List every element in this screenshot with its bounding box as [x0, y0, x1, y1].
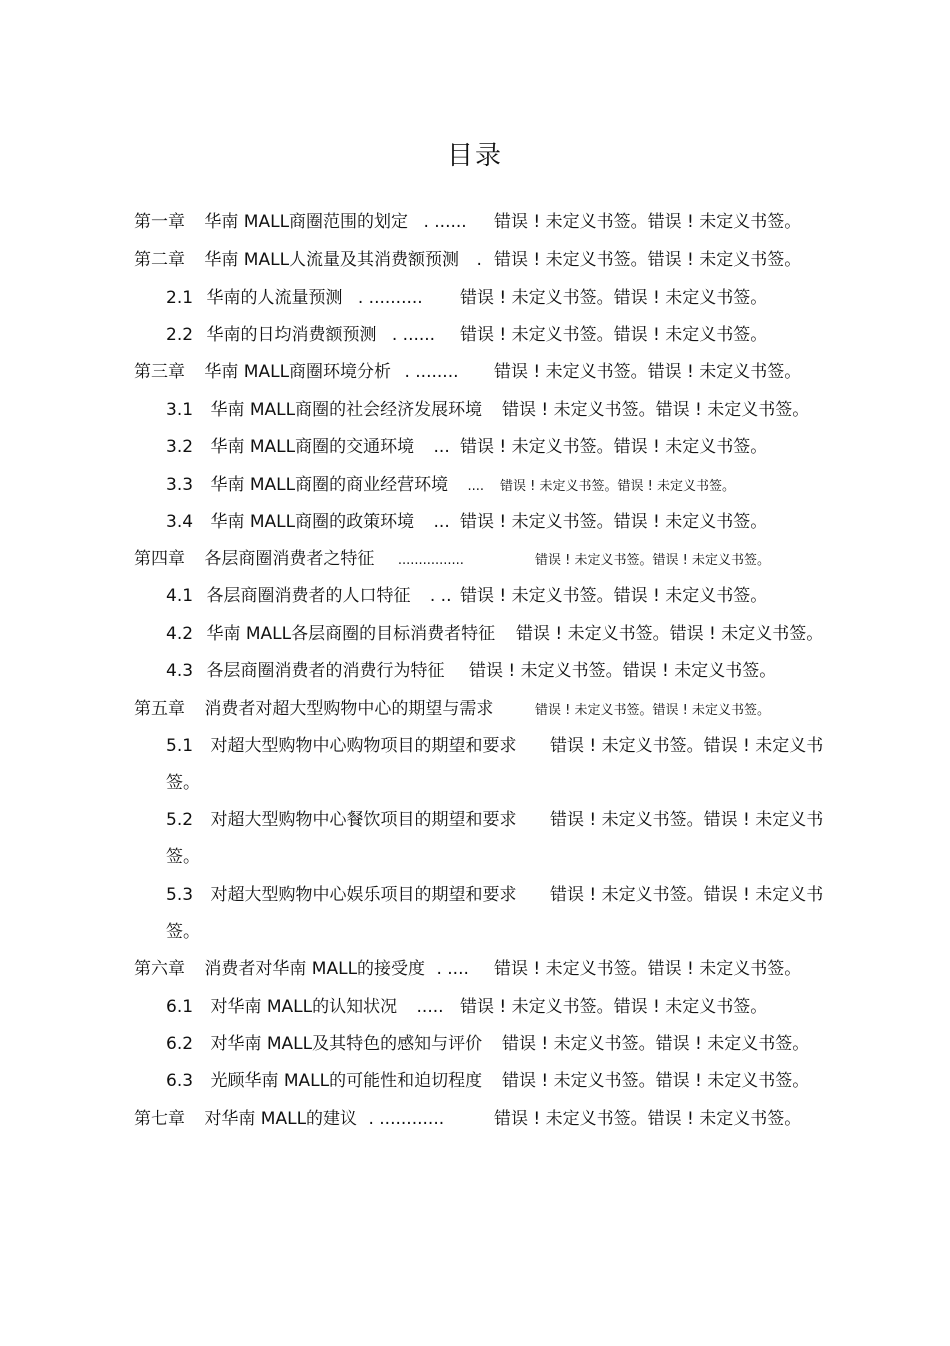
toc-number: 6.1 [166, 997, 194, 1017]
toc-entry-5-3[interactable] [166, 885, 824, 905]
toc-title: 华南 MALL商圈的商业经营环境 [210, 475, 449, 495]
toc-entry-6-1[interactable] [166, 997, 768, 1017]
toc-entry-2-2[interactable] [166, 325, 768, 345]
toc-number: 3.2 [166, 437, 194, 457]
toc-leader: . .. [429, 586, 452, 606]
toc-leader: . ........ [404, 362, 459, 382]
toc-ref: 错误 ! 未定义书签。错误 ! 未定义书签。 [460, 437, 768, 457]
toc-entry-5-3-wrap: 签。 [166, 922, 200, 942]
toc-ref: 错误 ! 未定义书签。错误 ! 未定义书签。 [502, 1071, 810, 1091]
toc-entry-5-2-wrap: 签。 [166, 847, 200, 867]
toc-leader: . ...... [391, 325, 436, 345]
toc-leader: . [476, 250, 482, 270]
toc-title: 消费者对超大型购物中心的期望与需求 [204, 699, 494, 719]
toc-leader: . ...... [423, 212, 467, 232]
page-title: 目录 [446, 141, 503, 171]
toc-number: 第五章 [134, 699, 185, 719]
toc-number: 4.3 [166, 661, 194, 681]
toc-ref: 错误 ! 未定义书签。错误 ! 未定义书签。 [494, 362, 802, 382]
toc-ref: 错误 ! 未定义书签。错误 ! 未定义书 [550, 810, 824, 830]
toc-ref: 错误 ! 未定义书签。错误 ! 未定义书签。 [502, 400, 810, 420]
toc-entry-chapter-2[interactable] [134, 250, 802, 270]
toc-number: 6.2 [166, 1034, 194, 1054]
toc-entry-3-3[interactable] [166, 475, 735, 497]
toc-title: 华南 MALL商圈的政策环境 [210, 512, 415, 532]
toc-entry-3-1[interactable] [166, 400, 810, 420]
toc-number: 第三章 [134, 362, 185, 382]
toc-title: 各层商圈消费者之特征 [204, 549, 375, 569]
toc-ref: 错误 ! 未定义书签。错误 ! 未定义书 [550, 885, 824, 905]
toc-entry-5-2[interactable] [166, 810, 824, 830]
toc-title: 华南 MALL商圈范围的划定 [204, 212, 409, 232]
toc-title: 华南 MALL商圈环境分析 [204, 362, 392, 382]
toc-title: 对华南 MALL的认知状况 [210, 997, 398, 1017]
toc-entry-5-1-wrap: 签。 [166, 773, 200, 793]
toc-number: 3.4 [166, 512, 194, 532]
toc-number: 第四章 [134, 549, 185, 569]
toc-ref: 错误 ! 未定义书签。错误 ! 未定义书签。 [500, 479, 735, 494]
toc-number: 第七章 [134, 1109, 185, 1129]
toc-number: 2.2 [166, 325, 194, 345]
toc-leader: ... [433, 437, 450, 457]
toc-title: 光顾华南 MALL的可能性和迫切程度 [210, 1071, 483, 1091]
toc-ref: 错误 ! 未定义书签。错误 ! 未定义书签。 [502, 1034, 810, 1054]
toc-title: 华南的人流量预测 [206, 288, 343, 308]
toc-number: 3.1 [166, 400, 194, 420]
toc-title: 对超大型购物中心娱乐项目的期望和要求 [210, 885, 517, 905]
toc-entry-chapter-5[interactable] [134, 699, 770, 719]
toc-entry-4-2[interactable] [166, 624, 824, 644]
toc-number: 第二章 [134, 250, 185, 270]
toc-leader: . .... [436, 959, 469, 979]
toc-ref: 错误 ! 未定义书签。错误 ! 未定义书签。 [535, 703, 770, 718]
toc-entry-3-2[interactable] [166, 437, 768, 457]
toc-entry-4-3[interactable] [166, 661, 777, 681]
toc-entry-3-4[interactable] [166, 512, 768, 532]
toc-title: 华南 MALL人流量及其消费额预测 [204, 250, 460, 270]
toc-leader: ..... [416, 997, 444, 1017]
toc-entry-6-2[interactable] [166, 1034, 810, 1054]
toc-ref: 错误 ! 未定义书签。错误 ! 未定义书签。 [469, 661, 777, 681]
toc-entry-chapter-4[interactable] [134, 549, 770, 571]
toc-title: 华南的日均消费额预测 [206, 325, 377, 345]
toc-number: 3.3 [166, 475, 194, 495]
toc-ref: 错误 ! 未定义书签。错误 ! 未定义书签。 [460, 512, 768, 532]
toc-entry-2-1[interactable] [166, 288, 768, 308]
toc-entry-5-1[interactable] [166, 736, 824, 756]
toc-ref: 错误 ! 未定义书签。错误 ! 未定义书签。 [494, 250, 802, 270]
toc-ref: 错误 ! 未定义书签。错误 ! 未定义书签。 [516, 624, 824, 644]
toc-number: 5.3 [166, 885, 194, 905]
toc-title: 对华南 MALL及其特色的感知与评价 [210, 1034, 483, 1054]
toc-entry-chapter-3[interactable] [134, 362, 802, 382]
toc-title: 对华南 MALL的建议 [204, 1109, 358, 1129]
toc-number: 4.2 [166, 624, 194, 644]
toc-number: 4.1 [166, 586, 194, 606]
toc-entry-chapter-1[interactable] [134, 212, 802, 232]
toc-ref: 错误 ! 未定义书签。错误 ! 未定义书签。 [460, 997, 768, 1017]
toc-leader: .... [467, 479, 485, 494]
toc-leader: . ............ [368, 1109, 445, 1129]
toc-number: 5.2 [166, 810, 194, 830]
toc-leader: ... [433, 512, 450, 532]
toc-ref: 错误 ! 未定义书签。错误 ! 未定义书签。 [494, 1109, 802, 1129]
toc-ref: 错误 ! 未定义书签。错误 ! 未定义书签。 [460, 586, 768, 606]
toc-ref: 错误 ! 未定义书签。错误 ! 未定义书签。 [494, 212, 802, 232]
toc-title: 对超大型购物中心餐饮项目的期望和要求 [210, 810, 517, 830]
toc-ref: 错误 ! 未定义书签。错误 ! 未定义书签。 [535, 553, 770, 568]
toc-number: 第一章 [134, 212, 185, 232]
toc-ref: 错误 ! 未定义书签。错误 ! 未定义书签。 [460, 325, 768, 345]
toc-leader: ................ [397, 553, 464, 568]
toc-entry-6-3[interactable] [166, 1071, 810, 1091]
toc-number: 6.3 [166, 1071, 194, 1091]
toc-number: 第六章 [134, 959, 185, 979]
toc-entry-4-1[interactable] [166, 586, 768, 606]
toc-entry-chapter-7[interactable] [134, 1109, 802, 1129]
toc-leader: . .......... [357, 288, 423, 308]
toc-ref: 错误 ! 未定义书签。错误 ! 未定义书 [550, 736, 824, 756]
toc-entry-chapter-6[interactable] [134, 959, 802, 979]
toc-title: 华南 MALL各层商圈的目标消费者特征 [206, 624, 496, 644]
toc-number: 2.1 [166, 288, 194, 308]
toc-title: 华南 MALL商圈的社会经济发展环境 [210, 400, 483, 420]
toc-title: 华南 MALL商圈的交通环境 [210, 437, 415, 457]
toc-title: 对超大型购物中心购物项目的期望和要求 [210, 736, 517, 756]
toc-title: 各层商圈消费者的消费行为特征 [206, 661, 445, 681]
toc-ref: 错误 ! 未定义书签。错误 ! 未定义书签。 [494, 959, 802, 979]
toc-ref: 错误 ! 未定义书签。错误 ! 未定义书签。 [460, 288, 768, 308]
toc-title: 各层商圈消费者的人口特征 [206, 586, 411, 606]
toc-title: 消费者对华南 MALL的接受度 [204, 959, 426, 979]
toc-number: 5.1 [166, 736, 194, 756]
